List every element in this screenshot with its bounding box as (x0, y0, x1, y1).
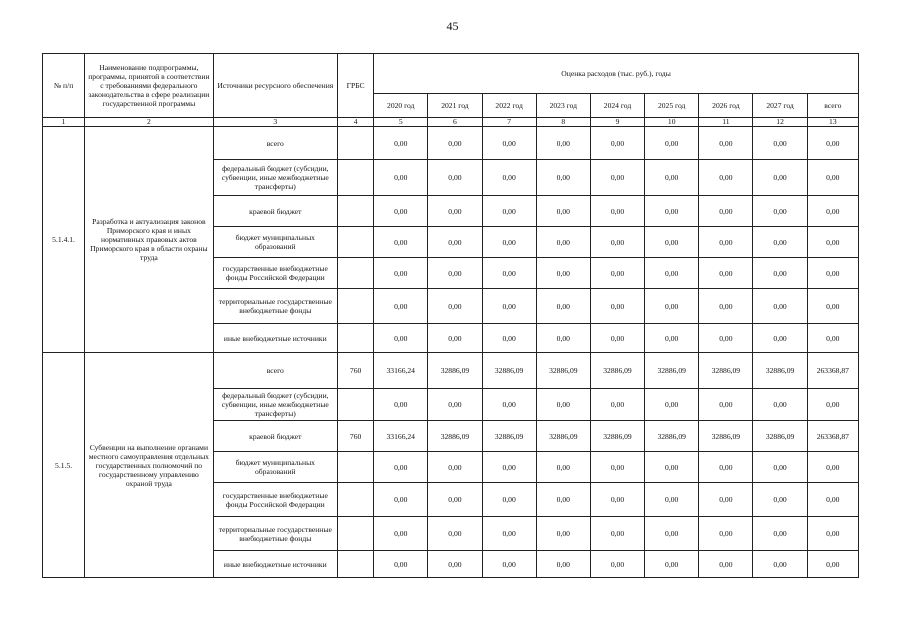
header-name: Наименование подпрограммы, программы, принятой в соответствии с требованиями федерального законодательства в сфере реализации государственной программы (85, 54, 213, 118)
year-value: 0,00 (645, 551, 699, 578)
year-value: 0,00 (374, 127, 428, 160)
year-value: 0,00 (374, 227, 428, 258)
year-value: 0,00 (590, 258, 644, 289)
item-code: 5.1.4.1. (43, 127, 85, 353)
header-year: 2025 год (645, 94, 699, 118)
header-total: всего (807, 94, 858, 118)
funding-source: иные внебюджетные источники (213, 324, 337, 353)
grbs-code (338, 389, 374, 421)
year-value: 0,00 (428, 452, 482, 483)
header-estimate: Оценка расходов (тыс. руб.), годы (374, 54, 859, 94)
column-number: 2 (85, 118, 213, 127)
year-value: 0,00 (536, 517, 590, 551)
header-year: 2022 год (482, 94, 536, 118)
grbs-code (338, 483, 374, 517)
year-value: 32886,09 (699, 353, 753, 389)
column-number: 10 (645, 118, 699, 127)
funding-source: иные внебюджетные источники (213, 551, 337, 578)
year-value: 0,00 (536, 196, 590, 227)
funding-source: всего (213, 353, 337, 389)
column-number: 5 (374, 118, 428, 127)
column-number: 4 (338, 118, 374, 127)
header-year: 2027 год (753, 94, 807, 118)
column-number: 9 (590, 118, 644, 127)
year-value: 0,00 (374, 517, 428, 551)
page-number: 45 (446, 19, 459, 33)
year-value: 0,00 (699, 289, 753, 324)
grbs-code (338, 517, 374, 551)
column-number-row (43, 118, 859, 127)
column-number: 3 (213, 118, 337, 127)
column-number: 8 (536, 118, 590, 127)
year-value: 0,00 (590, 551, 644, 578)
year-value: 0,00 (753, 258, 807, 289)
year-value: 0,00 (590, 227, 644, 258)
year-value: 32886,09 (645, 421, 699, 452)
funding-source: бюджет муниципальных образований (213, 227, 337, 258)
year-value: 32886,09 (428, 421, 482, 452)
year-value: 0,00 (699, 127, 753, 160)
year-value: 0,00 (590, 289, 644, 324)
year-value: 0,00 (374, 483, 428, 517)
year-value: 0,00 (374, 258, 428, 289)
year-value: 32886,09 (482, 353, 536, 389)
funding-source: территориальные государственные внебюджетные фонды (213, 517, 337, 551)
grbs-code (338, 452, 374, 483)
year-value: 0,00 (482, 324, 536, 353)
total-value: 0,00 (807, 127, 858, 160)
year-value: 0,00 (590, 389, 644, 421)
table-body (43, 127, 859, 578)
year-value: 0,00 (699, 258, 753, 289)
grbs-code (338, 196, 374, 227)
year-value: 0,00 (699, 196, 753, 227)
header-grbs: ГРБС (338, 54, 374, 118)
grbs-code (338, 227, 374, 258)
year-value: 0,00 (482, 483, 536, 517)
funding-source: краевой бюджет (213, 421, 337, 452)
year-value: 0,00 (590, 517, 644, 551)
grbs-code (338, 258, 374, 289)
year-value: 0,00 (753, 452, 807, 483)
table-row (43, 127, 859, 160)
grbs-code: 760 (338, 353, 374, 389)
year-value: 0,00 (428, 517, 482, 551)
funding-source: краевой бюджет (213, 196, 337, 227)
year-value: 0,00 (374, 196, 428, 227)
funding-source: бюджет муниципальных образований (213, 452, 337, 483)
total-value: 0,00 (807, 289, 858, 324)
year-value: 0,00 (536, 289, 590, 324)
year-value: 0,00 (428, 551, 482, 578)
header-num: № п/п (43, 54, 85, 118)
column-number: 13 (807, 118, 858, 127)
year-value: 0,00 (374, 324, 428, 353)
header-year: 2024 год (590, 94, 644, 118)
total-value: 263368,87 (807, 421, 858, 452)
grbs-code (338, 551, 374, 578)
year-value: 0,00 (428, 258, 482, 289)
year-value: 32886,09 (536, 353, 590, 389)
total-value: 0,00 (807, 196, 858, 227)
year-value: 0,00 (428, 289, 482, 324)
year-value: 0,00 (428, 127, 482, 160)
year-value: 0,00 (536, 551, 590, 578)
grbs-code (338, 324, 374, 353)
year-value: 0,00 (590, 160, 644, 196)
year-value: 0,00 (374, 389, 428, 421)
year-value: 0,00 (374, 289, 428, 324)
year-value: 0,00 (699, 483, 753, 517)
year-value: 0,00 (536, 227, 590, 258)
year-value: 0,00 (428, 160, 482, 196)
year-value: 32886,09 (753, 421, 807, 452)
header-year: 2023 год (536, 94, 590, 118)
funding-source: всего (213, 127, 337, 160)
funding-source: государственные внебюджетные фонды Российской Федерации (213, 483, 337, 517)
year-value: 33166,24 (374, 421, 428, 452)
year-value: 0,00 (699, 452, 753, 483)
year-value: 0,00 (482, 196, 536, 227)
year-value: 0,00 (482, 452, 536, 483)
total-value: 0,00 (807, 551, 858, 578)
year-value: 0,00 (753, 324, 807, 353)
year-value: 0,00 (753, 227, 807, 258)
year-value: 0,00 (374, 551, 428, 578)
year-value: 32886,09 (699, 421, 753, 452)
header-year: 2026 год (699, 94, 753, 118)
column-number: 12 (753, 118, 807, 127)
year-value: 0,00 (699, 551, 753, 578)
year-value: 0,00 (753, 483, 807, 517)
year-value: 0,00 (482, 227, 536, 258)
year-value: 32886,09 (482, 421, 536, 452)
grbs-code (338, 160, 374, 196)
year-value: 0,00 (482, 517, 536, 551)
total-value: 0,00 (807, 389, 858, 421)
year-value: 0,00 (590, 452, 644, 483)
total-value: 0,00 (807, 227, 858, 258)
year-value: 32886,09 (590, 353, 644, 389)
year-value: 0,00 (645, 483, 699, 517)
year-value: 0,00 (428, 227, 482, 258)
funding-source: государственные внебюджетные фонды Российской Федерации (213, 258, 337, 289)
year-value: 32886,09 (536, 421, 590, 452)
year-value: 0,00 (753, 196, 807, 227)
year-value: 0,00 (753, 127, 807, 160)
year-value: 0,00 (428, 324, 482, 353)
grbs-code (338, 289, 374, 324)
grbs-code: 760 (338, 421, 374, 452)
year-value: 0,00 (536, 127, 590, 160)
funding-source: федеральный бюджет (субсидии, субвенции, иные межбюджетные трансферты) (213, 160, 337, 196)
year-value: 0,00 (699, 389, 753, 421)
year-value: 0,00 (482, 289, 536, 324)
funding-source: территориальные государственные внебюджетные фонды (213, 289, 337, 324)
item-title: Разработка и актуализация законов Приморского края и иных нормативных правовых актов Приморского края в области охраны труда (85, 127, 213, 353)
item-title: Субвенции на выполнение органами местного самоуправления отдельных государственных полномочий по государственному управлению охраной труда (85, 353, 213, 578)
year-value: 0,00 (645, 127, 699, 160)
table-header (43, 54, 859, 127)
year-value: 0,00 (645, 452, 699, 483)
year-value: 0,00 (645, 389, 699, 421)
column-number: 1 (43, 118, 85, 127)
column-number: 11 (699, 118, 753, 127)
year-value: 0,00 (699, 517, 753, 551)
year-value: 0,00 (645, 227, 699, 258)
column-number: 7 (482, 118, 536, 127)
year-value: 32886,09 (590, 421, 644, 452)
header-year: 2020 год (374, 94, 428, 118)
year-value: 0,00 (482, 258, 536, 289)
year-value: 0,00 (428, 483, 482, 517)
year-value: 0,00 (645, 258, 699, 289)
year-value: 0,00 (536, 483, 590, 517)
year-value: 32886,09 (753, 353, 807, 389)
year-value: 32886,09 (428, 353, 482, 389)
year-value: 0,00 (482, 551, 536, 578)
year-value: 0,00 (645, 324, 699, 353)
year-value: 32886,09 (645, 353, 699, 389)
grbs-code (338, 127, 374, 160)
year-value: 0,00 (753, 289, 807, 324)
year-value: 0,00 (374, 452, 428, 483)
total-value: 0,00 (807, 517, 858, 551)
total-value: 0,00 (807, 160, 858, 196)
year-value: 0,00 (590, 324, 644, 353)
year-value: 33166,24 (374, 353, 428, 389)
item-code: 5.1.5. (43, 353, 85, 578)
year-value: 0,00 (536, 452, 590, 483)
year-value: 0,00 (428, 389, 482, 421)
total-value: 0,00 (807, 452, 858, 483)
year-value: 0,00 (645, 289, 699, 324)
year-value: 0,00 (428, 196, 482, 227)
year-value: 0,00 (753, 389, 807, 421)
year-value: 0,00 (590, 196, 644, 227)
year-value: 0,00 (753, 517, 807, 551)
year-value: 0,00 (699, 227, 753, 258)
year-value: 0,00 (482, 389, 536, 421)
year-value: 0,00 (753, 551, 807, 578)
total-value: 0,00 (807, 258, 858, 289)
column-number: 6 (428, 118, 482, 127)
year-value: 0,00 (590, 483, 644, 517)
year-value: 0,00 (753, 160, 807, 196)
total-value: 263368,87 (807, 353, 858, 389)
year-value: 0,00 (482, 160, 536, 196)
header-year: 2021 год (428, 94, 482, 118)
year-value: 0,00 (645, 196, 699, 227)
year-value: 0,00 (536, 160, 590, 196)
year-value: 0,00 (536, 389, 590, 421)
funding-source: федеральный бюджет (субсидии, субвенции, иные межбюджетные трансферты) (213, 389, 337, 421)
year-value: 0,00 (699, 160, 753, 196)
year-value: 0,00 (536, 324, 590, 353)
year-value: 0,00 (536, 258, 590, 289)
year-value: 0,00 (699, 324, 753, 353)
year-value: 0,00 (645, 160, 699, 196)
budget-table (42, 53, 859, 578)
year-value: 0,00 (590, 127, 644, 160)
year-value: 0,00 (645, 517, 699, 551)
year-value: 0,00 (482, 127, 536, 160)
header-sources: Источники ресурсного обеспечения (213, 54, 337, 118)
total-value: 0,00 (807, 483, 858, 517)
total-value: 0,00 (807, 324, 858, 353)
table-row (43, 353, 859, 389)
year-value: 0,00 (374, 160, 428, 196)
